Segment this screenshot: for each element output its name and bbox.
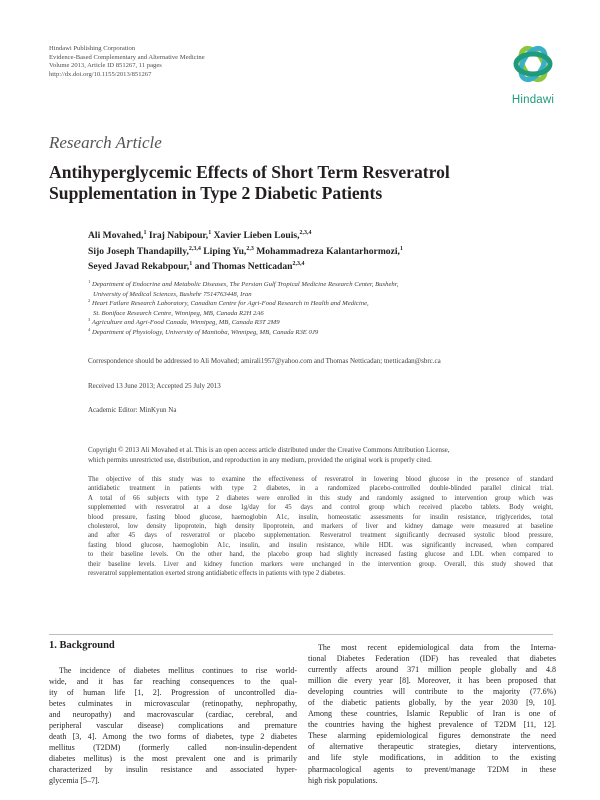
abstract-line: their baseline levels. Liver and kidney function markers were unchanged in the intervention group. Overall, this study showed that	[88, 560, 553, 568]
body-line: peripheral vascular disease) complications and premature	[49, 721, 297, 731]
author-name: Liping Yu,	[203, 245, 247, 257]
body-line: The most recent epidemiological data from the Interna-	[318, 643, 556, 652]
author-name: Sijo Joseph Thandapilly,	[88, 245, 189, 257]
body-right-column	[308, 642, 556, 786]
abstract-line: The objective of this study was to examine the effectiveness of resveratrol in lowering blood glucose in the presence of standard	[88, 476, 553, 483]
volume-info: Volume 2013, Article ID 851267, 11 pages	[49, 62, 162, 70]
abstract-line: and after 45 days of resveratrol or placebo supplementation. Resveratrol treatment significantly decreased systolic blood pressure,	[88, 532, 553, 540]
body-line: These alarming epidemiological figures demonstrate the need	[308, 731, 556, 741]
body-line: diabetes mellitus) is the most prevalent one and is primarily	[49, 754, 297, 764]
body-line: death [3, 4]. Among the two forms of diabetes, type 2 diabetes	[49, 732, 297, 742]
hindawi-logo-icon	[500, 38, 566, 94]
body-line: tional Diabetes Federation (IDF) has revealed that diabetes	[308, 654, 556, 664]
author-name: Iraj Nabipour,	[148, 230, 209, 241]
body-line: the countries having the highest prevalence of T2DM [11, 12].	[308, 720, 556, 730]
body-line: of alternative therapeutic strategies, dietary interventions,	[308, 742, 556, 752]
affiliation-number: 2	[88, 298, 91, 304]
received-accepted-dates: Received 13 June 2013; Accepted 25 July 2013	[88, 382, 221, 390]
author-affil: 2,3,4	[299, 230, 312, 236]
affiliation-number: 3	[88, 317, 91, 323]
section-heading: 1. Background	[49, 640, 115, 651]
abstract-line: to their baseline levels. On the other hand, the placebo group had slightly increased fasting glucose and LDL when compared to	[88, 551, 553, 559]
affiliation	[88, 328, 568, 338]
body-line: high risk populations.	[308, 775, 378, 785]
affiliation-number: 4	[88, 326, 91, 332]
body-line: wide, and it has far reaching consequences to the qual-	[49, 677, 297, 687]
body-line: pharmacological agents to prevent/manage T2DM in these	[308, 764, 556, 774]
affiliation-text: Agriculture and Agri-Food Canada, Winnipeg, MB, Canada R3T 2M9	[91, 319, 280, 327]
body-line: million die every year [8]. Moreover, it has been proposed that	[308, 676, 556, 686]
copyright-notice	[88, 445, 553, 465]
affiliation-text: Department of Physiology, University of Manitoba, Winnipeg, MB, Canada R3E 0J9	[91, 328, 319, 336]
author-list	[88, 228, 568, 275]
abstract-line: cholesterol, low density lipoprotein, high density lipoprotein, and markers of liver and kidney damage were measured at baseline	[88, 523, 553, 531]
body-line: mellitus (T2DM) (formerly called non-insulin-dependent	[49, 743, 297, 753]
abstract-line: blood pressure, fasting blood glucose, haemoglobin A1c, insulin, homeostatic assessments for insulin resistance, triglycerides, total	[88, 513, 553, 521]
body-line: betes culminates in microvascular (retinopathy, nephropathy,	[49, 699, 297, 709]
affiliation	[88, 299, 568, 309]
affiliation-continued: St. Boniface Research Centre, Winnipeg, MB, Canada R2H 2A6	[93, 309, 264, 317]
affiliation-number: 1	[88, 279, 91, 284]
author-name: and Thomas Netticadan	[194, 261, 293, 272]
affiliation-continued: University of Medical Sciences, Bushehr 7514763448, Iran	[93, 290, 252, 298]
copyright-line: which permits unrestricted use, distribution, and reproduction in any medium, provided the original work is properly cited.	[88, 456, 432, 464]
author-line	[88, 244, 568, 260]
body-line: currently affects around 371 million people globally and 4.8	[308, 665, 556, 675]
affiliation	[88, 318, 568, 328]
author-affil: 1	[399, 245, 403, 252]
abstract-line: A total of 66 subjects with type 2 diabetes were enrolled in this study and randomly assigned to intervention group which was	[88, 494, 553, 502]
affiliation-text: Heart Failure Research Laboratory, Canadian Centre for Agri-Food Research in Health and Medicine,	[91, 300, 369, 308]
doi-link[interactable]: http://dx.doi.org/10.1155/2013/851267	[49, 70, 152, 78]
author-affil: 2,3,4	[188, 245, 201, 252]
journal-header	[49, 45, 349, 79]
publisher-name: Hindawi Publishing Corporation	[49, 45, 136, 52]
affiliation	[88, 280, 568, 290]
body-line: Among these countries, Islamic Republic of Iran is one of	[308, 709, 556, 719]
body-left-column	[49, 665, 297, 787]
article-title	[49, 162, 569, 204]
article-type: Research Article	[49, 133, 162, 152]
title-line: Antihyperglycemic Effects of Short Term Resveratrol	[49, 162, 450, 182]
body-line: and neuropathy) and macrovascular (cardiac, cerebral, and	[49, 710, 297, 720]
author-line	[88, 259, 568, 275]
author-name: Seyed Javad Rekabpour,	[88, 261, 190, 272]
abstract-line: resveratrol supplementation exerted strong antidiabetic effects in patients with type 2 diabetes.	[88, 570, 345, 578]
abstract-line: supplemented with resveratrol at a dose 1g/day for 45 days and control group which received placebo tablets. Body weight,	[88, 504, 553, 512]
body-line: and life style modifications, in addition to the existing	[308, 753, 556, 763]
affiliation-text: Department of Endocrine and Metabolic Diseases, The Persian Gulf Tropical Medicine Research Center, Bushehr,	[91, 281, 399, 288]
author-affil: 1	[143, 230, 147, 236]
author-name: Xavier Lieben Louis,	[213, 230, 300, 241]
body-line: of the diabetic patients globally, by the year 2030 [9, 10].	[308, 698, 556, 708]
hindawi-logo	[500, 38, 566, 110]
author-line	[88, 228, 568, 244]
abstract-line: fasting blood glucose, haemoglobin A1c, insulin, and insulin resistance, while HDL was significantly increased, when compared	[88, 541, 553, 549]
body-line: characterized by insulin resistance and associated hyper-	[49, 765, 297, 775]
author-affil: 1	[208, 230, 212, 236]
section-divider	[49, 634, 553, 635]
abstract	[88, 475, 553, 578]
author-name: Mohammadreza Kalantarhormozi,	[256, 245, 400, 257]
academic-editor: Academic Editor: MinKyun Na	[88, 406, 177, 414]
body-line: ity of human life [1, 2]. Progression of uncontrolled dia-	[49, 688, 297, 698]
correspondence: Correspondence should be addressed to Ali Movahed; amirali1957@yahoo.com and Thomas Netticadan; tnetticadan@sbrc.ca	[88, 357, 441, 365]
abstract-line: antidiabetic treatment in patients with type 2 diabetes, in a randomized placebo-controlled double-blinded parallel clinical trial.	[88, 485, 553, 493]
body-line: developing countries will contribute to the majority (77.6%)	[308, 687, 556, 697]
affiliations	[88, 280, 568, 338]
author-name: Ali Movahed,	[88, 230, 144, 241]
author-affil: 1	[189, 261, 193, 267]
title-line: Supplementation in Type 2 Diabetic Patients	[49, 183, 383, 203]
body-line: The incidence of diabetes mellitus continues to rise world-	[59, 666, 297, 675]
journal-name: Evidence-Based Complementary and Alternative Medicine	[49, 53, 205, 61]
author-affil: 2,3,4	[292, 261, 305, 267]
body-line: glycemia [5–7].	[49, 776, 100, 786]
author-affil: 2,3	[246, 245, 254, 252]
copyright-line: Copyright © 2013 Ali Movahed et al. This is an open access article distributed under the Creative Commons Attribution License,	[88, 446, 450, 454]
hindawi-logo-text: Hindawi	[511, 94, 555, 106]
